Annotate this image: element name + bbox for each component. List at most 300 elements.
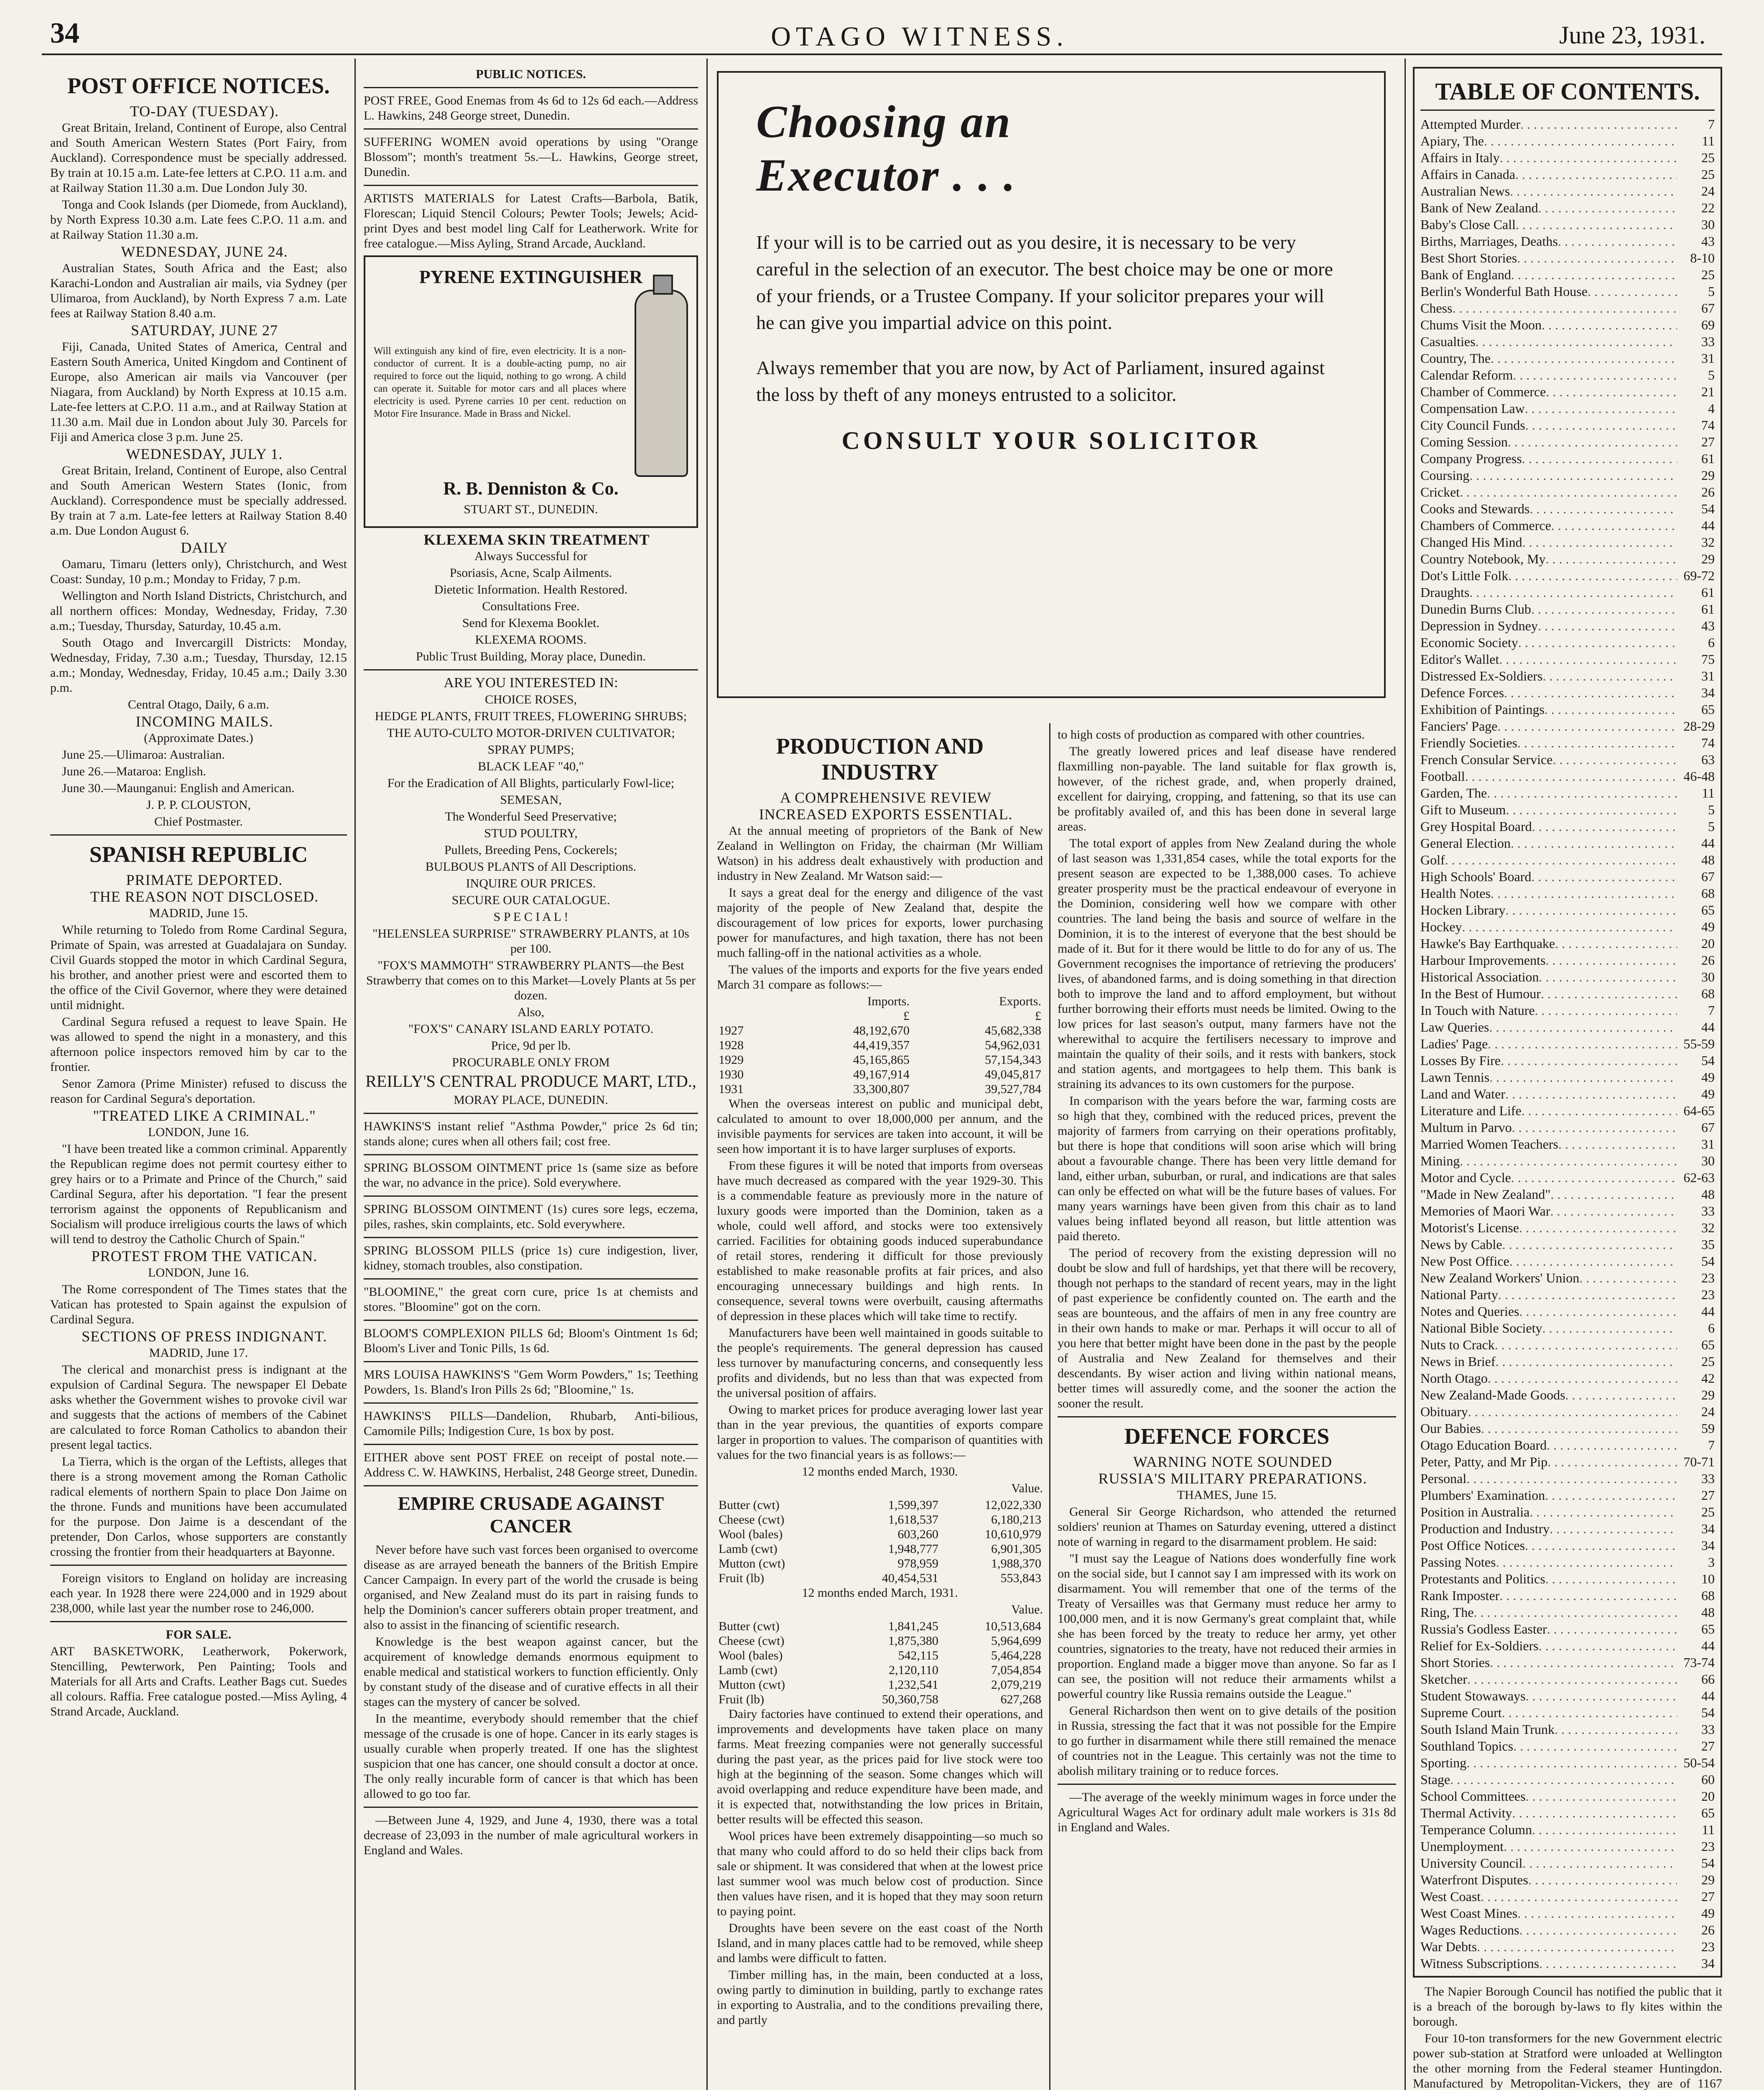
contents-entry xyxy=(1420,183,1715,199)
contents-entry-label: National Bible Society xyxy=(1420,1320,1542,1336)
contents-entry-label: Australian News xyxy=(1420,184,1510,199)
contents-entry xyxy=(1420,1336,1715,1353)
contents-entry-label: West Coast Mines xyxy=(1420,1906,1518,1921)
leader-dots xyxy=(1522,1855,1677,1871)
leader-dots xyxy=(1517,250,1677,266)
contents-entry xyxy=(1420,634,1715,651)
leader-dots xyxy=(1538,199,1677,216)
cancer-heading: EMPIRE CRUSADE AGAINST CANCER xyxy=(398,1493,664,1537)
contents-entry-page: 29 xyxy=(1701,551,1715,566)
article-paragraph: The values of the imports and exports for the five years ended March 31 compare as follows:— xyxy=(717,963,1043,991)
contents-entry xyxy=(1420,1470,1715,1487)
article-paragraph: In the meantime, everybody should remember that the chief message of the crusade is one of hope. Cancer in its early stages is usually curable when properly treated. If one has the slightest suspicion that one has cancer, one should consult a doctor at once. The only really incurable form of cancer is that which has been allowed to go too far. xyxy=(364,1712,698,1801)
contents-entry-page: 27 xyxy=(1701,1488,1715,1503)
contents-entry xyxy=(1420,333,1715,350)
table-cell: 978,959 xyxy=(897,1557,938,1570)
article-paragraph: It says a great deal for the energy and diligence of the vast majority of the people of New Zealand that, despite the discouragement of low prices for exports, lower purchasing power for manufactures, and high taxation, there has not been much falling-off in the national activities as a whole. xyxy=(717,886,1043,960)
contents-entry xyxy=(1420,300,1715,316)
contents-entry-label: National Party xyxy=(1420,1287,1498,1302)
leader-dots xyxy=(1545,701,1677,718)
leader-dots xyxy=(1552,751,1677,768)
classified-ad: SPRING BLOSSOM OINTMENT (1s) cures sore legs, eczema, piles, rashes, skin complaints, etc. Sold everywhere. xyxy=(364,1202,698,1231)
leader-dots xyxy=(1489,1069,1677,1086)
table-cell: 1929 xyxy=(719,1053,744,1067)
pyrene-text: Will extinguish any kind of fire, even electricity. It is a non-conductor of current. It is a double-acting pump, no air required to force out the liquid, nothing to go wrong. A child can operate it. Suitable for motor cars and all places where electricity is used. Pyrene carries 10 per cent. reduction on Motor Fire Insurance. Made in Brass and Nickel. xyxy=(374,346,626,419)
contents-entry xyxy=(1420,1236,1715,1253)
table-cell: 1,948,777 xyxy=(888,1542,938,1556)
contents-entry xyxy=(1420,718,1715,734)
table-cell: 1,599,397 xyxy=(888,1498,938,1512)
ad-line: Price, 9d per lb. xyxy=(491,1039,571,1053)
contents-entry-label: Rank Imposter xyxy=(1420,1588,1500,1603)
contents-entry-page: 34 xyxy=(1701,1956,1715,1971)
contents-entry xyxy=(1420,1938,1715,1955)
contents-entry-label: Motorist's License xyxy=(1420,1220,1519,1235)
contents-entry-label: Bank of England xyxy=(1420,267,1511,282)
classified-ad: ART BASKETWORK, Leatherwork, Pokerwork, Stencilling, Pewterwork, Pen Painting; Tools and Materials for all Arts and Crafts. Leather Bags cut. Suedes all colours. Raffia. Free catalogue posted.—Miss Ayling, 4 Strand Arcade, Auckland. xyxy=(50,1644,347,1718)
table-cell: 542,115 xyxy=(898,1649,938,1662)
table-row xyxy=(717,1512,1043,1527)
contents-entry xyxy=(1420,1035,1715,1052)
divider xyxy=(364,1195,698,1197)
leader-dots xyxy=(1477,1938,1677,1955)
contents-entry xyxy=(1420,1805,1715,1821)
contents-entry xyxy=(1420,1905,1715,1922)
section-date: WEDNESDAY, JUNE 24. xyxy=(121,243,288,260)
contents-entry xyxy=(1420,1821,1715,1838)
contents-entry-label: Health Notes xyxy=(1420,886,1491,901)
contents-entry-label: Dunedin Burns Club xyxy=(1420,602,1531,617)
table-caption: Value. xyxy=(1011,1603,1043,1616)
contents-entry-label: Gift to Museum xyxy=(1420,802,1506,817)
table-cell: £ xyxy=(1035,1009,1041,1023)
leader-dots xyxy=(1504,684,1677,701)
contents-entry xyxy=(1420,1771,1715,1788)
contents-entry-page: 59 xyxy=(1701,1421,1715,1436)
contents-entry-page: 26 xyxy=(1701,1922,1715,1937)
table-cell: 1927 xyxy=(719,1024,744,1037)
contents-entry-label: Grey Hospital Board xyxy=(1420,819,1532,834)
contents-entry-label: Economic Society xyxy=(1420,635,1518,650)
article-paragraph: Cardinal Segura refused a request to leave Spain. He was allowed to spend the night in a monastery, and this afternoon police inspectors removed him by car to the frontier. xyxy=(50,1015,347,1074)
contents-entry-page: 50-54 xyxy=(1683,1755,1715,1770)
divider xyxy=(364,1237,698,1238)
contents-entry-page: 25 xyxy=(1701,1354,1715,1369)
page-header xyxy=(0,0,1764,54)
contents-entry-page: 61 xyxy=(1701,585,1715,600)
contents-entry-label: Sporting xyxy=(1420,1755,1467,1770)
leader-dots xyxy=(1532,1821,1677,1838)
contents-entry-label: Draughts xyxy=(1420,585,1470,600)
contents-entry xyxy=(1420,417,1715,433)
contents-entry-page: 26 xyxy=(1701,484,1715,500)
ad-title: Choosing an xyxy=(756,96,1012,147)
leader-dots xyxy=(1511,1169,1677,1186)
contents-entry-label: Losses By Fire xyxy=(1420,1053,1501,1068)
contents-entry-label: Cricket xyxy=(1420,484,1460,500)
contents-entry-label: Nuts to Crack xyxy=(1420,1337,1495,1352)
article-paragraph: When the overseas interest on public and municipal debt, calculated to amount to over 18,000,000 per annum, and the invisible payments for services are taken into account, it will be seen how important it is to have larger surpluses of exports. xyxy=(717,1097,1043,1156)
fire-extinguisher-icon xyxy=(635,290,688,477)
contents-entry-page: 4 xyxy=(1708,401,1715,416)
contents-entry-label: Chambers of Commerce xyxy=(1420,518,1551,533)
subheading: THE REASON NOT DISCLOSED. xyxy=(90,888,319,905)
column-production-cont xyxy=(1058,727,1396,2090)
contents-entry xyxy=(1420,1570,1715,1587)
contents-entry-label: Coursing xyxy=(1420,468,1470,483)
contents-entry-label: Passing Notes xyxy=(1420,1555,1496,1570)
contents-entry-label: Sketcher xyxy=(1420,1672,1467,1687)
leader-dots xyxy=(1450,1771,1677,1788)
leader-dots xyxy=(1542,668,1677,684)
subheading: WARNING NOTE SOUNDED xyxy=(1133,1453,1332,1470)
contents-entry-page: 32 xyxy=(1701,1220,1715,1235)
contents-entry-page: 55-59 xyxy=(1683,1036,1715,1051)
contents-entry-label: Distressed Ex-Soldiers xyxy=(1420,668,1543,683)
contents-entry-label: Mining xyxy=(1420,1153,1460,1168)
contents-entry-page: 24 xyxy=(1701,184,1715,199)
column-rule xyxy=(1405,59,1406,2090)
contents-entry-page: 34 xyxy=(1701,1538,1715,1553)
ad-line: S P E C I A L ! xyxy=(493,910,568,924)
contents-entry xyxy=(1420,1520,1715,1537)
contents-entry xyxy=(1420,1504,1715,1520)
contents-entry-label: North Otago xyxy=(1420,1371,1488,1386)
contents-entry-page: 54 xyxy=(1701,1053,1715,1068)
spanish-heading: SPANISH REPUBLIC xyxy=(89,842,308,867)
contents-entry-label: Chess xyxy=(1420,301,1453,316)
leader-dots xyxy=(1515,166,1677,183)
contents-entry-page: 11 xyxy=(1702,133,1715,148)
table-cell: 2,120,110 xyxy=(888,1663,938,1677)
contents-entry-label: City Council Funds xyxy=(1420,418,1525,433)
leader-dots xyxy=(1541,985,1677,1002)
table-cell: 1,618,537 xyxy=(888,1513,938,1527)
contents-entry-page: 3 xyxy=(1708,1555,1715,1570)
contents-entry-page: 66 xyxy=(1701,1672,1715,1687)
leader-dots xyxy=(1495,1336,1677,1353)
divider xyxy=(50,1621,347,1622)
contents-entry xyxy=(1420,1069,1715,1086)
leader-dots xyxy=(1538,617,1677,634)
leader-dots xyxy=(1529,1504,1677,1520)
ad-line: Pullets, Breeding Pens, Cockerels; xyxy=(444,843,618,857)
contents-entry xyxy=(1420,1203,1715,1219)
table-row xyxy=(717,1067,1043,1082)
table-row xyxy=(717,1648,1043,1663)
leader-dots xyxy=(1497,718,1677,734)
table-cell: 50,360,758 xyxy=(882,1692,938,1706)
contents-entry-label: Multum in Parvo xyxy=(1420,1120,1512,1135)
contents-entry xyxy=(1420,400,1715,417)
table-cell: 553,843 xyxy=(1000,1571,1041,1585)
contents-entry-label: News by Cable xyxy=(1420,1237,1502,1252)
contents-entry xyxy=(1420,952,1715,969)
table-caption: 12 months ended March, 1930. xyxy=(802,1465,958,1478)
divider xyxy=(364,1320,698,1321)
contents-entry-label: Baby's Close Call xyxy=(1420,217,1516,232)
contents-entry-page: 31 xyxy=(1701,668,1715,683)
article-paragraph: General Sir George Richardson, who attended the returned soldiers' reunion at Thames on Saturday evening, uttered a distinct note of warning in regard to the disarmament problem. He said: xyxy=(1058,1505,1396,1549)
signature: J. P. P. CLOUSTON, xyxy=(146,798,251,812)
contents-entry xyxy=(1420,902,1715,918)
leader-dots xyxy=(1542,316,1677,333)
table-cell: Imports. xyxy=(867,994,910,1008)
contents-entry-label: Notes and Queries xyxy=(1420,1304,1519,1319)
contents-entry xyxy=(1420,1052,1715,1069)
contents-entry-page: 33 xyxy=(1701,1203,1715,1218)
contents-entry-label: Production and Industry xyxy=(1420,1521,1550,1536)
article-paragraph: The clerical and monarchist press is indignant at the expulsion of Cardinal Segura. The newspaper El Debate asks whether the Government wishes to provoke civil war and suggests that the actions of members of the Cabinet are calculated to force Roman Catholics to abandon their present legal tactics. xyxy=(50,1363,347,1452)
contents-entry xyxy=(1420,1721,1715,1738)
contents-entry-label: Friendly Societies xyxy=(1420,735,1517,750)
contents-entry-label: Depression in Sydney xyxy=(1420,618,1538,633)
table-cell: Mutton (cwt) xyxy=(719,1678,785,1692)
leader-dots xyxy=(1489,1019,1677,1035)
contents-entry xyxy=(1420,1922,1715,1938)
ad-footer: CONSULT YOUR SOLICITOR xyxy=(841,427,1261,454)
contents-entry-page: 7 xyxy=(1708,1438,1715,1453)
divider xyxy=(364,1485,698,1486)
article-paragraph: Knowledge is the best weapon against cancer, but the acquirement of knowledge demands enormous equipment to enable medical and statistical workers to function efficiently. Only by constant study of the disease and of curative effects in all their stages can the mystery of cancer be solved. xyxy=(364,1635,698,1709)
contents-entry-label: General Election xyxy=(1420,836,1511,851)
contents-entry-page: 65 xyxy=(1701,902,1715,918)
contents-entry-page: 44 xyxy=(1701,518,1715,533)
contents-entry xyxy=(1420,785,1715,801)
section-date: SATURDAY, JUNE 27 xyxy=(130,322,278,339)
article-paragraph: From these figures it will be noted that imports from overseas have much decreased as compared with the year 1929-30. This is a commendable feature as previously more in the nature of luxury goods were imported than the Dominion, taken as a whole, could well afford, and stocks were too extensively carried. Facilities for obtaining goods induced superabundance of retail stores, rendering it difficult for those previously established to make reasonable profits at fair prices, and also encouraging unnecessary buildings and high rents. In consequence, several towns were overbuilt, causing aftermaths of depression in these places which will take time to rectify. xyxy=(717,1159,1043,1323)
contents-entry-page: 30 xyxy=(1701,217,1715,232)
column-post-office xyxy=(50,67,347,2090)
contents-entry xyxy=(1420,534,1715,551)
contents-entry-label: Company Progress xyxy=(1420,451,1522,466)
contents-entry xyxy=(1420,116,1715,133)
notice-text: Central Otago, Daily, 6 a.m. xyxy=(128,698,269,711)
leader-dots xyxy=(1528,1871,1677,1888)
ad-line: CHOICE ROSES, xyxy=(484,693,577,706)
contents-entry xyxy=(1420,133,1715,149)
leader-dots xyxy=(1466,1470,1677,1487)
contents-entry xyxy=(1420,1838,1715,1855)
contents-entry-page: 6 xyxy=(1708,1320,1715,1336)
contents-entry-label: Ladies' Page xyxy=(1420,1036,1488,1051)
contents-entry-page: 68 xyxy=(1701,1588,1715,1603)
for-sale-heading: FOR SALE. xyxy=(166,1628,232,1641)
contents-entry xyxy=(1420,1537,1715,1554)
contents-entry-label: Our Babies xyxy=(1420,1421,1481,1436)
table-row xyxy=(717,1542,1043,1556)
contents-entry xyxy=(1420,517,1715,534)
ad-paragraph: Always remember that you are now, by Act of Parliament, insured against the loss by theft of any moneys entrusted to a solicitor. xyxy=(756,357,1325,405)
leader-dots xyxy=(1513,367,1677,383)
leader-dots xyxy=(1547,1437,1677,1453)
issue-date: June 23, 1931. xyxy=(1559,21,1705,49)
dateline: MADRID, June 15. xyxy=(149,906,248,920)
contents-entry-page: 48 xyxy=(1701,1605,1715,1620)
leader-dots xyxy=(1522,450,1677,467)
ad-paragraph: If your will is to be carried out as you desire, it is necessary to be very careful in the selection of an executor. The best choice may be one or more of your friends, or a Trustee Company. If your solicitor prepares your will he can give you impartial advice on this point. xyxy=(756,232,1333,333)
contents-entry xyxy=(1420,1286,1715,1303)
contents-entry-label: Southland Topics xyxy=(1420,1738,1514,1754)
table-cell: 1928 xyxy=(719,1038,744,1052)
leader-dots xyxy=(1531,868,1677,885)
table-cell: Cheese (cwt) xyxy=(719,1513,785,1527)
ad-line: PROCURABLE ONLY FROM xyxy=(452,1055,610,1069)
contents-entry-page: 5 xyxy=(1708,819,1715,834)
classified-ad: MRS LOUISA HAWKINS'S "Gem Worm Powders," 1s; Teething Powders, 1s. Bland's Iron Pills 2s 6d; "Bloomine," 1s. xyxy=(364,1368,698,1397)
table-of-contents xyxy=(1413,67,1722,1978)
notice-text: June 26.—Mataroa: English. xyxy=(62,765,206,778)
contents-entry-page: 23 xyxy=(1701,1270,1715,1285)
leader-dots xyxy=(1525,1537,1677,1554)
leader-dots xyxy=(1526,1788,1677,1805)
classified-ad: HAWKINS'S PILLS—Dandelion, Rhubarb, Anti-bilious, Camomile Pills; Indigestion Cure, 1s box by post. xyxy=(364,1409,698,1438)
contents-entry xyxy=(1420,734,1715,751)
leader-dots xyxy=(1517,1905,1677,1922)
contents-entry-label: Fanciers' Page xyxy=(1420,719,1498,734)
leader-dots xyxy=(1551,517,1677,534)
contents-entry xyxy=(1420,1604,1715,1621)
contents-entry-page: 11 xyxy=(1702,785,1715,800)
table-cell: 5,964,699 xyxy=(991,1634,1041,1648)
leader-dots xyxy=(1579,1269,1677,1286)
classified-ad: SPRING BLOSSOM PILLS (price 1s) cure indigestion, liver, kidney, stomach troubles, also constipation. xyxy=(364,1244,698,1272)
contents-entry-label: High Schools' Board xyxy=(1420,869,1532,884)
contents-entry-label: Stage xyxy=(1420,1772,1450,1787)
ad-line: BLACK LEAF "40," xyxy=(478,760,584,773)
contents-entry-label: Obituary xyxy=(1420,1404,1468,1419)
classified-ad: ARTISTS MATERIALS for Latest Crafts—Barbola, Batik, Florescan; Liquid Stencil Colours; Pewter Tools; Jewels; Acid-print Dyes and best model ling Calf for Leatherwork. Write for free catalogue.—Miss Ayling, Strand Arcade, Auckland. xyxy=(364,191,698,250)
leader-dots xyxy=(1476,333,1677,350)
contents-entry-label: Changed His Mind xyxy=(1420,535,1522,550)
notice-text: Fiji, Canada, United States of America, Central and Eastern South America, United Kingdom and Continent of Europe, also American air mails via Vancouver (per Niagara, from Auckland) by North Express at 10.15 a.m. Late-fee letters at C.P.O. 11 a.m., and at Railway Station at 11.30 a.m. Mail due in London about July 30. Parcels for Fiji and America close 3 p.m. June 25. xyxy=(50,340,347,444)
classified-ad: HAWKINS'S instant relief "Asthma Powder," price 2s 6d tin; stands alone; cures when all others fail; cost free. xyxy=(364,1119,698,1148)
leader-dots xyxy=(1535,1002,1677,1019)
ad-line: SPRAY PUMPS; xyxy=(487,743,574,757)
public-notices-heading: PUBLIC NOTICES. xyxy=(476,67,586,81)
contents-entry-label: Coming Session xyxy=(1420,434,1508,449)
contents-entry xyxy=(1420,166,1715,183)
contents-entry xyxy=(1420,985,1715,1002)
leader-dots xyxy=(1490,1654,1677,1671)
ad-line: KLEXEMA ROOMS. xyxy=(475,633,587,647)
article-paragraph: to high costs of production as compared with other countries. xyxy=(1058,728,1365,742)
leader-dots xyxy=(1465,768,1677,785)
ad-line: The Wonderful Seed Preservative; xyxy=(445,810,617,823)
contents-entry-label: Historical Association xyxy=(1420,969,1539,984)
subheading: "TREATED LIKE A CRIMINAL." xyxy=(93,1107,316,1124)
contents-entry xyxy=(1420,1353,1715,1370)
contents-entry-page: 65 xyxy=(1701,1805,1715,1820)
contents-entry-page: 44 xyxy=(1701,1688,1715,1703)
divider xyxy=(364,1444,698,1445)
table-cell xyxy=(717,994,780,1009)
contents-entry-label: Russia's Godless Easter xyxy=(1420,1621,1547,1636)
article-paragraph: Senor Zamora (Prime Minister) refused to discuss the reason for Cardinal Segura's deportation. xyxy=(50,1077,347,1106)
contents-entry xyxy=(1420,149,1715,166)
leader-dots xyxy=(1555,1721,1677,1738)
leader-dots xyxy=(1469,584,1677,601)
contents-entry-page: 43 xyxy=(1701,234,1715,249)
article-paragraph: "I must say the League of Nations does wonderfully fine work on the social side, but I cannot say I am impressed with its work on disarmament. You will remember that one of the terms of the Treaty of Versailles was that Germany must reduce her army to 100,000 men, and it is now Germany's great complaint that, while she has been forced by the treaty to reduce her army, yet other countries, signatories to the treaty, have not reduced their armies in proportion. England made a bigger move than anyone. So far as I can see, the position will not reduce their armaments whilst a powerful country like Russia remains outside the League." xyxy=(1058,1552,1396,1701)
contents-entry-page: 8-10 xyxy=(1690,250,1715,265)
contents-entry xyxy=(1420,1754,1715,1771)
classified-ad: "BLOOMINE," the great corn cure, price 1s at chemists and stores. "Bloomine" got on the corn. xyxy=(364,1285,698,1314)
contents-entry-page: 30 xyxy=(1701,969,1715,984)
table-row xyxy=(717,1634,1043,1648)
contents-entry xyxy=(1420,383,1715,400)
leader-dots xyxy=(1542,1320,1677,1336)
contents-entry-page: 25 xyxy=(1701,150,1715,165)
contents-entry xyxy=(1420,1704,1715,1721)
contents-entry-label: Casualties xyxy=(1420,334,1476,349)
contents-entry xyxy=(1420,684,1715,701)
ad-line: INQUIRE OUR PRICES. xyxy=(466,877,596,890)
contents-entry xyxy=(1420,450,1715,467)
contents-entry-page: 64-65 xyxy=(1683,1103,1715,1118)
contents-entry-page: 5 xyxy=(1708,367,1715,382)
classified-ad: POST FREE, Good Enemas from 4s 6d to 12s 6d each.—Address L. Hawkins, 248 George street, Dunedin. xyxy=(364,94,698,122)
contents-entry-label: In Touch with Nature xyxy=(1420,1003,1535,1018)
subheading: A COMPREHENSIVE REVIEW xyxy=(780,789,992,806)
leader-dots xyxy=(1517,734,1677,751)
contents-entry-page: 60 xyxy=(1701,1772,1715,1787)
article-paragraph: "I have been treated like a common criminal. Apparently the Republican regime does not permit courtesy either to grey hairs or to a Primate and Prince of the Church," said Cardinal Segura, after his deportation. "I fear the present terrorism against the opponents of Republicanism and Socialism will produce irreligious courts the laws of which will tend to destroy the Catholic Church of Spain." xyxy=(50,1142,347,1246)
pyrene-address: STUART ST., DUNEDIN. xyxy=(464,502,598,516)
table-cell: Fruit (lb) xyxy=(719,1571,765,1585)
contents-entry-label: Country Notebook, My xyxy=(1420,551,1546,566)
contents-entry-label: Best Short Stories xyxy=(1420,250,1517,265)
leader-dots xyxy=(1496,1554,1677,1570)
contents-entry-page: 48 xyxy=(1701,852,1715,867)
contents-entry-label: Thermal Activity xyxy=(1420,1805,1512,1820)
table-cell: Butter (cwt) xyxy=(719,1498,780,1512)
contents-entry-page: 49 xyxy=(1701,919,1715,934)
contents-entry-label: Hockey xyxy=(1420,919,1462,934)
contents-entry-label: Temperance Column xyxy=(1420,1822,1532,1837)
contents-entry-label: New Zealand-Made Goods xyxy=(1420,1387,1565,1402)
table-cell xyxy=(717,1009,780,1023)
contents-entry-label: Otago Education Board xyxy=(1420,1438,1547,1453)
contents-entry-page: 22 xyxy=(1701,200,1715,215)
contents-entry xyxy=(1420,835,1715,851)
leader-dots xyxy=(1487,785,1677,801)
article-paragraph: Four 10-ton transformers for the new Government electric power sub-station at Stratford were unloaded at Wellington the other morning from the Federal steamer Huntingdon. Manufactured by Metropolitan-Vickers, they are of 1167 xyxy=(1413,2031,1722,2090)
ad-line: ARE YOU INTERESTED IN: xyxy=(444,675,618,691)
contents-entry-page: 30 xyxy=(1701,1153,1715,1168)
leader-dots xyxy=(1499,1587,1677,1604)
contents-entry-label: Witness Subscriptions xyxy=(1420,1956,1540,1971)
contents-entry xyxy=(1420,651,1715,668)
article-paragraph: General Richardson then went on to give details of the position in Russia, stressing the fact that it was not possible for the Empire to go further in disarmament while there still remained the menace of countries not in the League. This certainly was not the time to abolish military training or to reduce forces. xyxy=(1058,1704,1396,1778)
article-paragraph: In comparison with the years before the war, farming costs are so high that they, combined with the reduced prices, prevent the majority of farmers from carrying on their operations profitably, but there is hope that conditions will soon arise which will bring about a favourable change. There has been very little demand for land, either urban, suburban, or rural, and indications are that sales can only be effected on what will be the future bases of values. For many years warnings have been given from this chair as to land values being inflated beyond all reason, but little attention was paid thereto. xyxy=(1058,1094,1396,1243)
contents-entry-label: Hawke's Bay Earthquake xyxy=(1420,936,1555,951)
divider xyxy=(364,87,698,88)
contents-entry-label: Editor's Wallet xyxy=(1420,652,1499,667)
table-caption: Value. xyxy=(1011,1481,1043,1495)
article-paragraph: Droughts have been severe on the east coast of the North Island, and in many places cattle had to be removed, while sheep and lambs were difficult to fatten. xyxy=(717,1921,1043,1965)
contents-entry-label: Apiary, The xyxy=(1420,133,1484,148)
table-cell: 7,054,854 xyxy=(991,1663,1041,1677)
article-paragraph: The Napier Borough Council has notified the public that it is a breach of the borough by-laws to fly kites within the borough. xyxy=(1413,1985,1722,2029)
contents-entry xyxy=(1420,1687,1715,1704)
leader-dots xyxy=(1539,1955,1677,1972)
contents-entry-label: School Committees xyxy=(1420,1789,1526,1804)
leader-dots xyxy=(1547,1453,1677,1470)
leader-dots xyxy=(1531,601,1677,617)
contents-entry-label: Calendar Reform xyxy=(1420,367,1513,382)
contents-entry-label: University Council xyxy=(1420,1856,1523,1871)
